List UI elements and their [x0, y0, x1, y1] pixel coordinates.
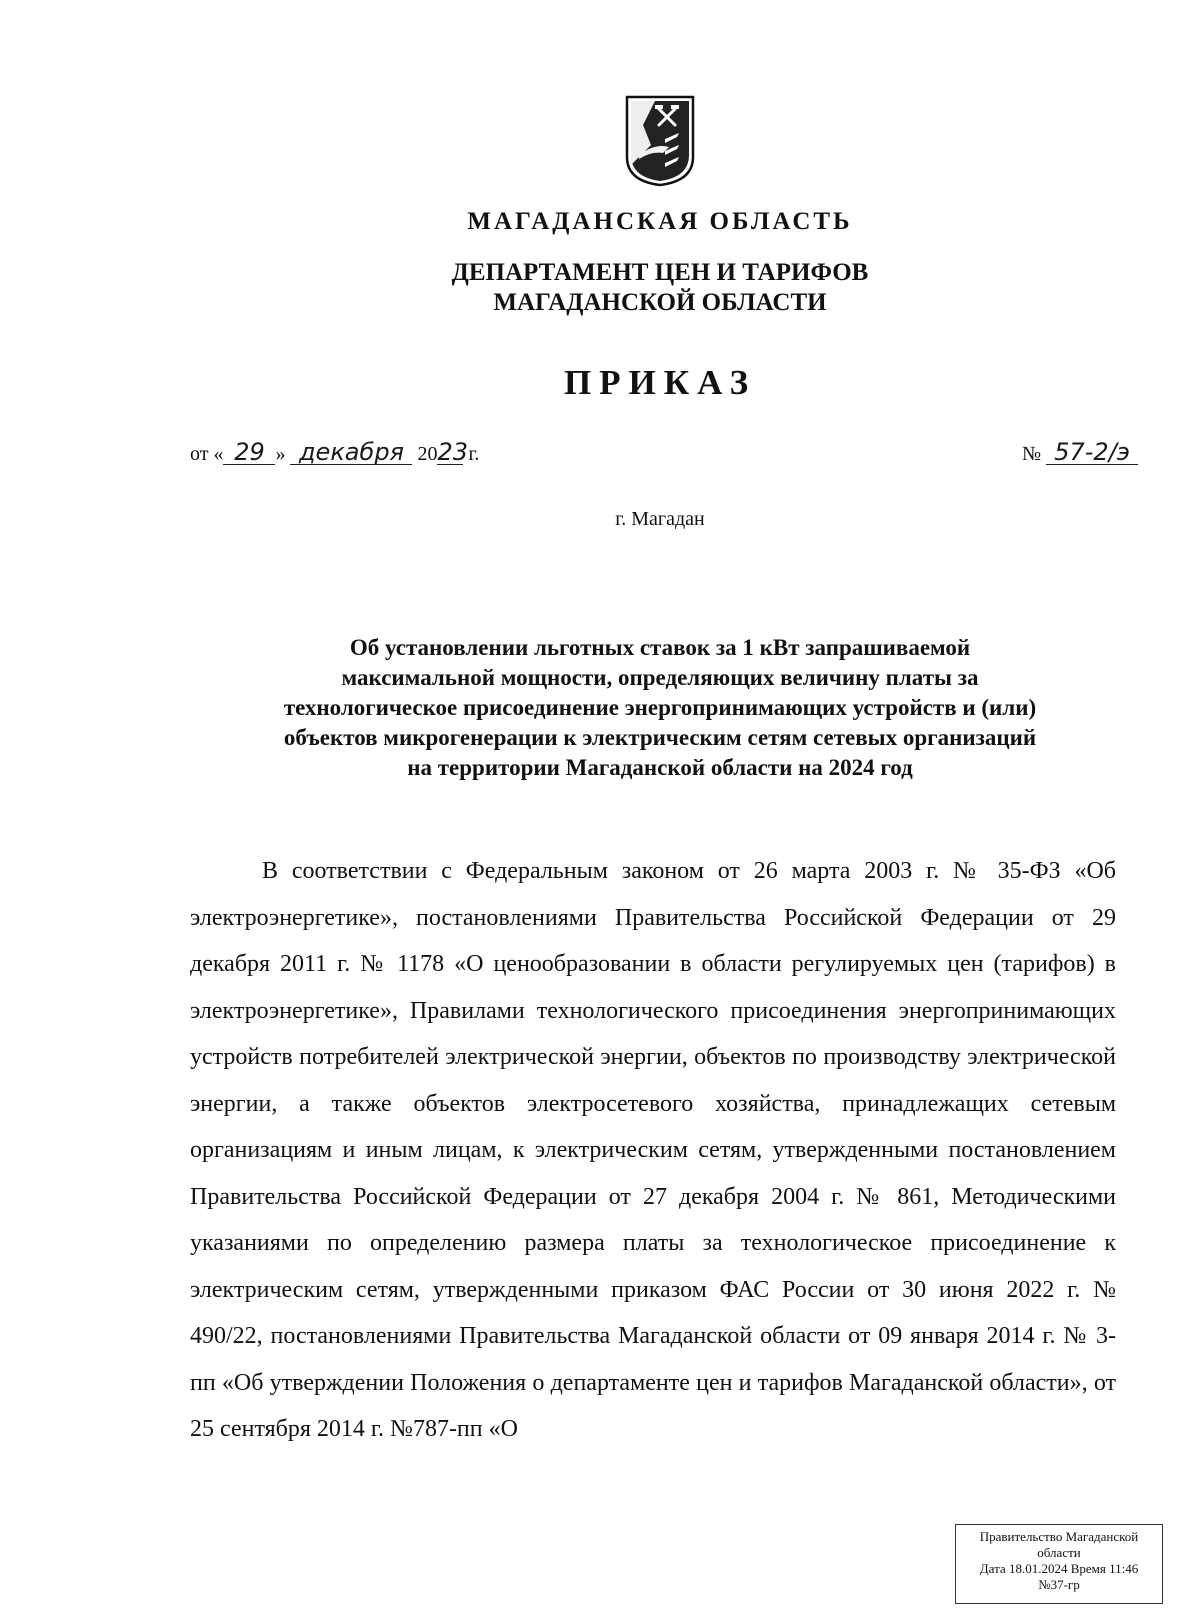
stamp-line-4: №37-гр: [1038, 1577, 1080, 1592]
title-line: объектов микрогенерации к электрическим сетям сетевых организаций: [283, 725, 1037, 750]
title-line: на территории Магаданской области на 2024 год: [407, 755, 913, 780]
coat-of-arms-icon: [625, 95, 695, 187]
order-title: [180, 633, 1140, 783]
date-suffix: г.: [468, 443, 480, 465]
registration-stamp: [955, 1524, 1163, 1604]
date-prefix: от «: [190, 443, 224, 465]
department-title: [0, 258, 1200, 318]
stamp-line-1: Правительство Магаданской: [979, 1529, 1139, 1544]
number-value: 57-2/э: [1046, 440, 1138, 465]
stamp-line-2: области: [1037, 1545, 1081, 1560]
city: г. Магадан: [615, 508, 705, 530]
document-type: ПРИКАЗ: [563, 363, 757, 402]
department-line-2: МАГАДАНСКОЙ ОБЛАСТИ: [493, 289, 827, 316]
order-number: [1022, 440, 1138, 466]
order-date: [190, 440, 479, 466]
region-title: МАГАДАНСКАЯ ОБЛАСТЬ: [467, 208, 853, 235]
date-day: 29: [223, 440, 275, 465]
number-label: №: [1022, 443, 1042, 465]
department-line-1: ДЕПАРТАМЕНТ ЦЕН И ТАРИФОВ: [451, 259, 869, 286]
stamp-line-3: Дата 18.01.2024 Время 11:46: [979, 1561, 1139, 1576]
date-year-suffix: 23: [437, 438, 469, 466]
title-line: Об установлении льготных ставок за 1 кВт запрашиваемой: [349, 635, 971, 660]
date-month: декабря: [290, 440, 412, 465]
date-mid: »: [275, 443, 286, 465]
body-paragraph: В соответствии с Федеральным законом от 26 марта 2003 г. № 35-ФЗ «Об электроэнергетике», постановлениями Правительства Российской Федерации от 29 декабря 2011 г. № 1178 «О ценообразовании в области регулируемых цен (тарифов) в электроэнергетике», Правилами технологического присоединения энергопринимающих устройств потребителей электрической энергии, объектов по производству электрической энергии, а также объектов электросетевого хозяйства, принадлежащих сетевым организациям и иным лицам, к электрическим сетям, утвержденными постановлением Правительства Российской Федерации от 27 декабря 2004 г. № 861, Методическими указаниями по определению размера платы за технологическое присоединение к электрическим сетям, утвержденными приказом ФАС России от 30 июня 2022 г. № 490/22, постановлениями Правительства Магаданской области от 09 января 2014 г. № 3-пп «Об утверждении Положения о департаменте цен и тарифов Магаданской области», от 25 сентября 2014 г. №787-пп «О: [190, 858, 1116, 1442]
title-line: технологическое присоединение энергопринимающих устройств и (или): [283, 695, 1037, 720]
date-year-prefix: 20: [417, 443, 438, 465]
title-line: максимальной мощности, определяющих величину платы за: [341, 665, 979, 690]
